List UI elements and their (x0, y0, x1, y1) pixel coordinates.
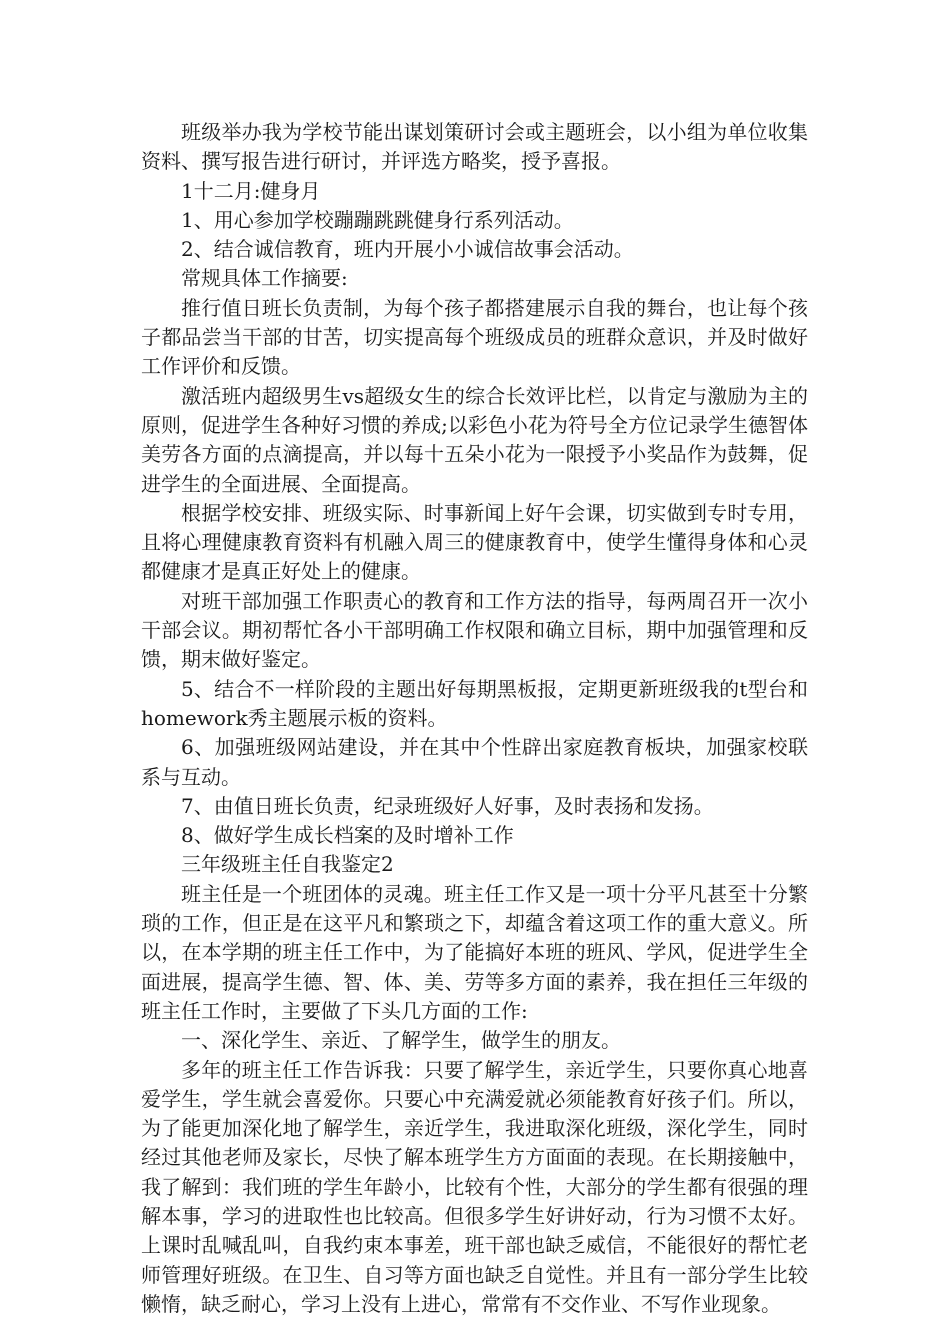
paragraph: 7、由值日班长负责，纪录班级好人好事，及时表扬和发扬。 (181, 793, 714, 818)
paragraph: 常规具体工作摘要: (181, 266, 348, 291)
paragraph: 1、用心参加学校蹦蹦跳跳健身行系列活动。 (181, 207, 574, 232)
paragraph: 6、加强班级网站建设，并在其中个性辟出家庭教育板块，加强家校联系与互动。 (141, 735, 808, 789)
paragraph: 2、结合诚信教育，班内开展小小诚信故事会活动。 (181, 237, 634, 262)
paragraph: 对班干部加强工作职责心的教育和工作方法的指导，每两周召开一次小干部会议。期初帮忙各小干部明确工作权限和确立目标，期中加强管理和反馈，期末做好鉴定。 (141, 588, 808, 672)
paragraph: 班主任是一个班团体的灵魂。班主任工作又是一项十分平凡甚至十分繁琐的工作，但正是在这平凡和繁琐之下，却蕴含着这项工作的重大意义。所以，在本学期的班主任工作中，为了能搞好本班的班风、学风，促进学生全面进展，提高学生德、智、体、美、劳等多方面的素养，我在担任三年级的班主任工作时，主要做了下头几方面的工作: (141, 881, 808, 1023)
paragraph: 一、深化学生、亲近、了解学生，做学生的朋友。 (181, 1028, 621, 1053)
paragraph: 1十二月:健身月 (181, 178, 321, 203)
paragraph: 8、做好学生成长档案的及时增补工作 (181, 823, 514, 848)
paragraph: 根据学校安排、班级实际、时事新闻上好午会课，切实做到专时专用，且将心理健康教育资料有机融入周三的健康教育中，使学生懂得身体和心灵都健康才是真正好处上的健康。 (141, 500, 808, 584)
paragraph: 推行值日班长负责制，为每个孩子都搭建展示自我的舞台，也让每个孩子都品尝当干部的甘苦，切实提高每个班级成员的班群众意识，并及时做好工作评价和反馈。 (141, 295, 808, 379)
paragraph: 班级举办我为学校节能出谋划策研讨会或主题班会，以小组为单位收集资料、撰写报告进行研讨，并评选方略奖，授予喜报。 (141, 120, 808, 174)
paragraph: 5、结合不一样阶段的主题出好每期黑板报，定期更新班级我的t型台和homework秀主题展示板的资料。 (141, 676, 808, 730)
document-body (141, 118, 808, 1319)
paragraph: 多年的班主任工作告诉我：只要了解学生，亲近学生，只要你真心地喜爱学生，学生就会喜爱你。只要心中充满爱就必须能教育好孩子们。所以，为了能更加深化地了解学生，亲近学生，我进取深化班级，深化学生，同时经过其他老师及家长，尽快了解本班学生方方面面的表现。在长期接触中，我了解到：我们班的学生年龄小，比较有个性，大部分的学生都有很强的理解本事，学习的进取性也比较高。但很多学生好讲好动，行为习惯不太好。上课时乱喊乱叫，自我约束本事差，班干部也缺乏威信，不能很好的帮忙老师管理好班级。在卫生、自习等方面也缺乏自觉性。并且有一部分学生比较懒惰，缺乏耐心，学习上没有上进心，常常有不交作业、不写作业现象。 (141, 1057, 808, 1316)
section-heading: 三年级班主任自我鉴定2 (181, 852, 394, 877)
paragraph: 激活班内超级男生vs超级女生的综合长效评比栏，以肯定与激励为主的原则，促进学生各种好习惯的养成;以彩色小花为符号全方位记录学生德智体美劳各方面的点滴提高，并以每十五朵小花为一限授予小奖品作为鼓舞，促进学生的全面进展、全面提高。 (141, 383, 808, 496)
